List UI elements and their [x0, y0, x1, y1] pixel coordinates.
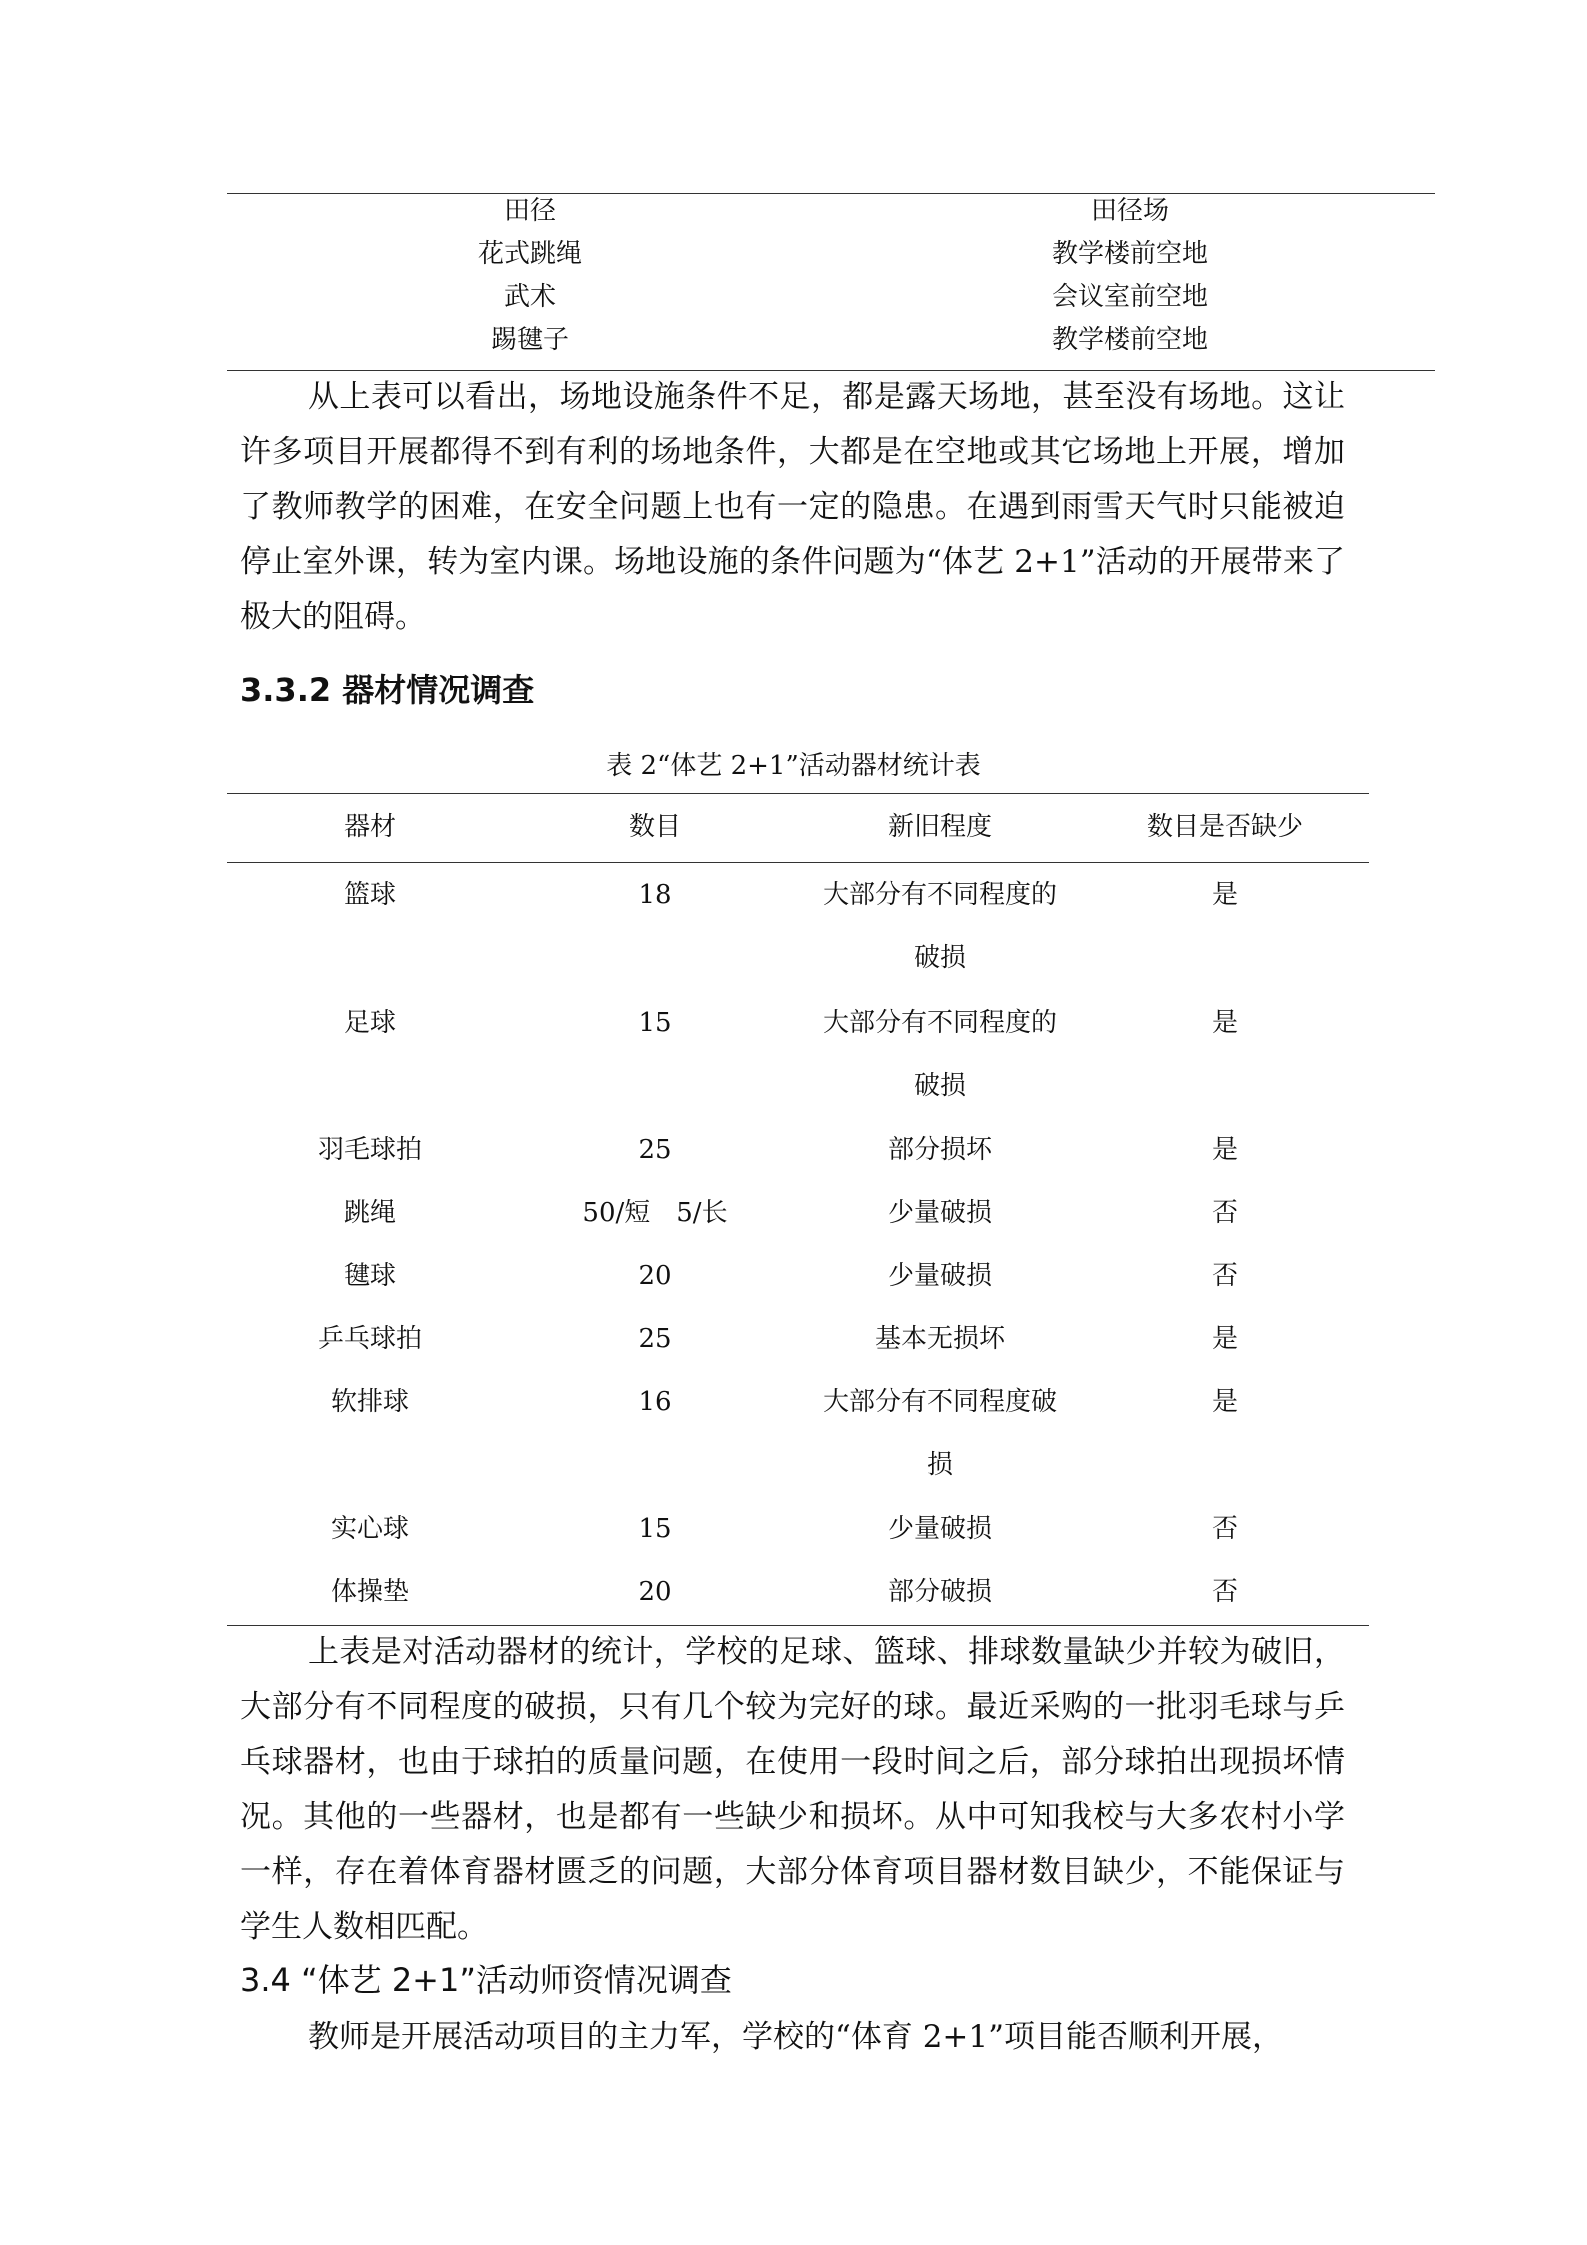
table1-item: 踢毽子	[490, 325, 569, 355]
table1-venue: 教学楼前空地	[1051, 239, 1208, 269]
table2-lacking: 是	[1211, 1387, 1238, 1417]
table1-venue: 会议室前空地	[1051, 282, 1208, 312]
table2-count: 25	[638, 1135, 672, 1165]
table2-lacking: 是	[1211, 1008, 1238, 1038]
table2-header-rule	[227, 862, 1369, 863]
table2-top-rule	[227, 793, 1369, 794]
section-heading-3-3-2: 3.3.2 器材情况调查	[240, 671, 535, 709]
table2-lacking: 否	[1211, 1514, 1238, 1544]
table2-condition: 大部分有不同程度的	[822, 880, 1057, 910]
paragraph-venue-analysis: 从上表可以看出，场地设施条件不足，都是露天场地，甚至没有场地。这让许多项目开展都得不到有利的场地条件，大都是在空地或其它场地上开展，增加了教师教学的困难，在安全问题上也有一定的隐患。在遇到雨雪天气时只能被迫停止室外课，转为室内课。场地设施的条件问题为“体艺 2+1”活动的开展带来了极大的阻碍。	[240, 379, 1345, 635]
table2-caption: 表 2“体艺 2+1”活动器材统计表	[606, 751, 981, 781]
table2-header-equipment: 器材	[343, 812, 396, 842]
table1-item: 武术	[503, 282, 556, 312]
table2-equipment: 实心球	[330, 1514, 409, 1544]
table2-count: 15	[638, 1008, 672, 1038]
paragraph-teachers-intro: 教师是开展活动项目的主力军，学校的“体育 2+1”项目能否顺利开展，	[308, 2019, 1283, 2055]
table1-top-rule	[227, 193, 1435, 194]
table2-count: 18	[638, 880, 672, 910]
table2-equipment: 跳绳	[343, 1198, 396, 1228]
paragraph-equipment-analysis: 上表是对活动器材的统计，学校的足球、篮球、排球数量缺少并较为破旧，大部分有不同程度的破损，只有几个较为完好的球。最近采购的一批羽毛球与乒乓球器材，也由于球拍的质量问题，在使用一段时间之后，部分球拍出现损坏情况。其他的一些器材，也是都有一些缺少和损坏。从中可知我校与大多农村小学一样，存在着体育器材匮乏的问题，大部分体育项目器材数目缺少，不能保证与学生人数相匹配。	[240, 1634, 1345, 1945]
table2-condition: 部分破损	[887, 1577, 992, 1607]
table2-count: 25	[638, 1324, 672, 1354]
table2-header-count: 数目	[628, 812, 681, 842]
table2-equipment: 足球	[343, 1008, 396, 1038]
table2-count: 20	[638, 1577, 672, 1607]
table2-header-condition: 新旧程度	[887, 812, 992, 842]
table2-count: 50/短 5/长	[582, 1198, 728, 1228]
section-heading-3-4: 3.4 “体艺 2+1”活动师资情况调查	[240, 1961, 732, 1999]
table2-condition: 少量破损	[887, 1514, 992, 1544]
table1-item: 田径	[503, 196, 556, 226]
table2-lacking: 否	[1211, 1198, 1238, 1228]
table2-equipment: 毽球	[343, 1261, 396, 1291]
table2-count: 20	[638, 1261, 672, 1291]
table2-condition: 大部分有不同程度破	[822, 1387, 1057, 1417]
table2-condition-cont: 破损	[913, 1071, 966, 1101]
table2-header-lacking: 数目是否缺少	[1146, 812, 1303, 842]
table2-condition: 少量破损	[887, 1261, 992, 1291]
table1-item: 花式跳绳	[477, 239, 582, 269]
table1-venue: 教学楼前空地	[1051, 325, 1208, 355]
table2-lacking: 是	[1211, 1135, 1238, 1165]
table2-condition-cont: 损	[926, 1450, 953, 1480]
table2-equipment: 软排球	[330, 1387, 409, 1417]
table2-condition: 部分损坏	[887, 1135, 992, 1165]
table2-lacking: 是	[1211, 880, 1238, 910]
table2-lacking: 是	[1211, 1324, 1238, 1354]
table2-lacking: 否	[1211, 1577, 1238, 1607]
table2-equipment: 体操垫	[330, 1577, 409, 1607]
table2-condition: 基本无损坏	[874, 1324, 1005, 1354]
table2-equipment: 篮球	[343, 880, 396, 910]
table2-equipment: 乒乓球拍	[317, 1324, 422, 1354]
table2-condition: 少量破损	[887, 1198, 992, 1228]
table2-equipment: 羽毛球拍	[317, 1135, 422, 1165]
table2-lacking: 否	[1211, 1261, 1238, 1291]
table2-count: 16	[638, 1387, 672, 1417]
table1-venue: 田径场	[1090, 196, 1169, 226]
table2-condition-cont: 破损	[913, 943, 966, 973]
table2-count: 15	[638, 1514, 672, 1544]
table2-condition: 大部分有不同程度的	[822, 1008, 1057, 1038]
